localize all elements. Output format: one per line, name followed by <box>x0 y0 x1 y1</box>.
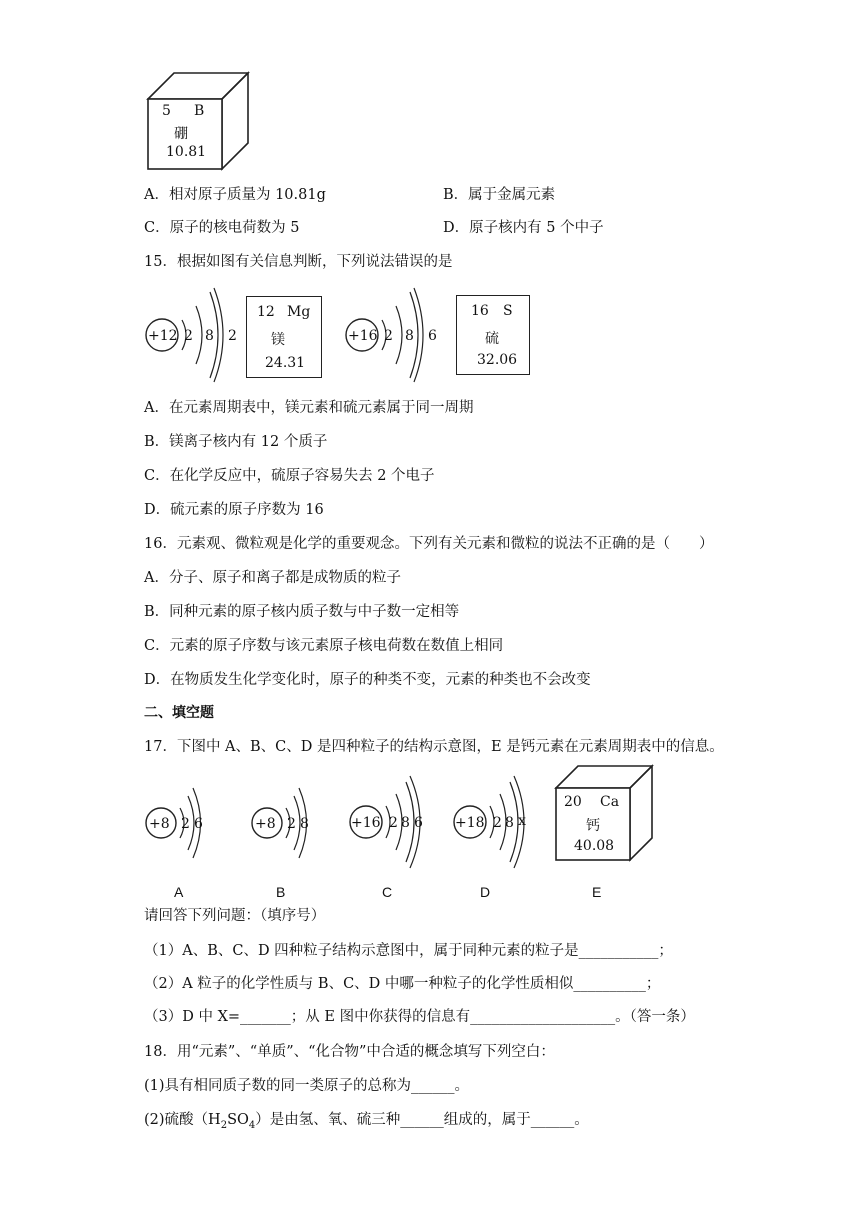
label-d: D <box>480 884 491 900</box>
q18-stem: 18．用“元素”、“单质”、“化合物”中合适的概念填写下列空白： <box>144 1044 555 1060</box>
q18-sub2-part-b: SO <box>227 1112 249 1128</box>
q16-stem: 16．元素观、微粒观是化学的重要观念。下列有关元素和微粒的说法不正确的是（ ） <box>144 536 714 552</box>
element-symbol: S <box>503 303 513 319</box>
element-name: 硫 <box>485 331 499 347</box>
atom-d-shell-1: 2 <box>493 815 502 831</box>
mg-shell-2: 8 <box>205 328 214 344</box>
q14-option-b: B．属于金属元素 <box>443 187 556 203</box>
q15-option-a: A．在元素周期表中，镁元素和硫元素属于同一周期 <box>144 400 474 416</box>
label-e: E <box>592 884 602 900</box>
q18-sub2-part-c: ）是由氢、氧、硫三种______组成的，属于______。 <box>255 1112 589 1128</box>
atom-b-nucleus: +8 <box>255 816 276 832</box>
q14-option-a: A．相对原子质量为 10.81g <box>144 187 326 203</box>
subscript-4: 4 <box>248 1119 256 1131</box>
element-symbol: B <box>194 103 205 119</box>
element-symbol: Mg <box>287 304 311 320</box>
atom-b-diagram <box>250 778 320 868</box>
atom-a-diagram <box>144 778 214 868</box>
mg-shell-3: 2 <box>228 328 237 344</box>
atom-c-nucleus: +16 <box>351 815 381 831</box>
atom-c-shell-3: 6 <box>414 815 423 831</box>
s-shell-1: 2 <box>384 328 393 344</box>
atom-d-diagram <box>452 770 542 870</box>
atom-b-shell-2: 8 <box>300 816 309 832</box>
element-name: 钙 <box>586 818 600 834</box>
s-nucleus: +16 <box>348 328 378 344</box>
q16-option-a: A．分子、原子和离子都是成物质的粒子 <box>144 570 401 586</box>
q15-option-d: D．硫元素的原子序数为 16 <box>144 502 324 518</box>
atom-b-shell-1: 2 <box>287 816 296 832</box>
s-shell-3: 6 <box>428 328 437 344</box>
q16-option-d: D．在物质发生化学变化时，原子的种类不变，元素的种类也不会改变 <box>144 672 591 688</box>
q14-option-d: D．原子核内有 5 个中子 <box>443 220 604 236</box>
boron-tile <box>148 99 222 169</box>
mg-nucleus: +12 <box>148 328 178 344</box>
element-name: 镁 <box>271 332 285 348</box>
atom-c-shell-1: 2 <box>389 815 398 831</box>
mg-tile <box>246 296 322 378</box>
atom-c-shell-2: 8 <box>401 815 410 831</box>
atomic-number: 20 <box>564 794 582 810</box>
q15-option-c: C．在化学反应中，硫原子容易失去 2 个电子 <box>144 468 435 484</box>
label-a: A <box>174 884 184 900</box>
q18-sub2-part-a: (2)硫酸（H <box>144 1112 221 1128</box>
q18-sub2 <box>144 1110 589 1136</box>
s-tile <box>456 295 530 375</box>
element-name: 硼 <box>174 126 188 142</box>
section-heading: 二、填空题 <box>144 705 214 721</box>
atomic-number: 16 <box>471 303 489 319</box>
atomic-mass: 40.08 <box>574 838 615 854</box>
q17-sub2: （2）A 粒子的化学性质与 B、C、D 中哪一种粒子的化学性质相似__________； <box>144 976 661 992</box>
atomic-mass: 32.06 <box>477 352 518 368</box>
q15-stem: 15．根据如图有关信息判断，下列说法错误的是 <box>144 254 453 270</box>
atomic-mass: 10.81 <box>166 144 207 160</box>
label-c: C <box>382 884 393 900</box>
atomic-mass: 24.31 <box>265 355 306 371</box>
q14-option-c: C．原子的核电荷数为 5 <box>144 220 300 236</box>
atom-a-nucleus: +8 <box>149 816 170 832</box>
atomic-number: 5 <box>162 103 171 119</box>
atomic-number: 12 <box>257 304 275 320</box>
q17-instruction: 请回答下列问题：（填序号） <box>144 908 326 924</box>
q17-stem: 17．下图中 A、B、C、D 是四种粒子的结构示意图，E 是钙元素在元素周期表中的信息。 <box>144 739 724 755</box>
s-atom-diagram <box>344 284 444 379</box>
atom-a-shell-2: 6 <box>194 816 203 832</box>
atom-c-diagram <box>348 770 438 870</box>
q16-option-b: B．同种元素的原子核内质子数与中子数一定相等 <box>144 604 460 620</box>
q17-sub3: （3）D 中 X=_______；从 E 图中你获得的信息有____________________。（答一条） <box>144 1009 695 1025</box>
atom-d-shell-2: 8 <box>505 815 514 831</box>
s-shell-2: 8 <box>405 328 414 344</box>
atom-a-shell-1: 2 <box>181 816 190 832</box>
mg-shell-1: 2 <box>184 328 193 344</box>
q17-sub1: （1）A、B、C、D 四种粒子结构示意图中，属于同种元素的粒子是___________； <box>144 943 673 959</box>
q18-sub1: (1)具有相同质子数的同一类原子的总称为______。 <box>144 1078 470 1094</box>
element-symbol: Ca <box>600 794 620 810</box>
atom-d-nucleus: +18 <box>455 815 485 831</box>
atom-d-shell-3: x <box>518 813 526 829</box>
subscript-2: 2 <box>220 1119 228 1131</box>
mg-atom-diagram <box>144 284 244 379</box>
calcium-tile <box>556 788 630 860</box>
q16-option-c: C．元素的原子序数与该元素原子核电荷数在数值上相同 <box>144 638 504 654</box>
q15-option-b: B．镁离子核内有 12 个质子 <box>144 434 328 450</box>
label-b: B <box>276 884 286 900</box>
